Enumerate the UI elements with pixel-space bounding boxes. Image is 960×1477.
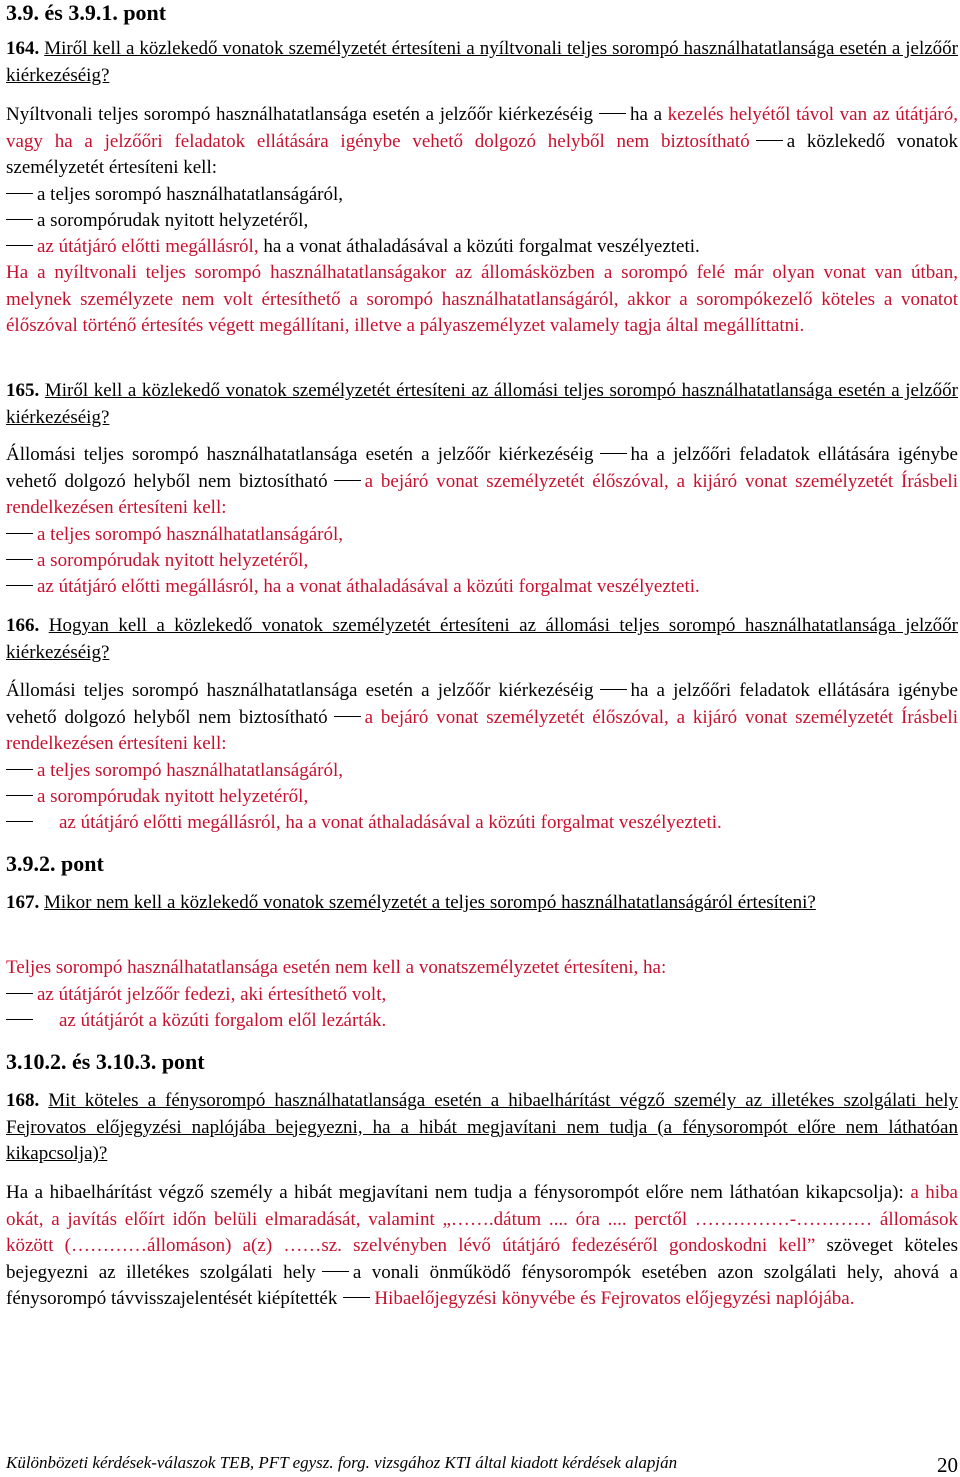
question-text: Miről kell a közlekedő vonatok személyzetét értesíteni az állomási teljes sorompó használhatatlansága esetén a jelzőőr kiérkezéséig? <box>6 380 958 428</box>
list-item <box>6 548 958 575</box>
heading-3-10-2: 3.10.2. és 3.10.3. pont <box>6 1049 205 1074</box>
answer-text: szöveget köteles bejegyezni az illetékes szolgálati hely <box>6 1235 959 1283</box>
question-168 <box>6 1088 958 1168</box>
heading-3-9-2: 3.9.2. pont <box>6 851 104 876</box>
question-167 <box>6 890 958 917</box>
em-dash <box>6 769 33 770</box>
em-dash <box>756 140 783 141</box>
answer-text: Állomási teljes sorompó használhatatlansága esetén a jelzőőr kiérkezéséig <box>6 444 594 465</box>
list-item <box>6 182 958 209</box>
list-item-text: az útátjárót a közúti forgalom elől lezárták. <box>59 1010 387 1031</box>
answer-text: ha a <box>630 104 663 125</box>
answer-text-red: a bejáró vonat személyzetét élőszóval, a kijáró vonat személyzetét Írásbeli rendelkezésen értesíteni kell: <box>6 470 958 519</box>
answer-text: a vonali önműködő fénysorompók esetében azon szolgálati hely, ahová a fénysorompó távvisszajelentését kiépítették <box>6 1261 958 1310</box>
answer-167-body: Teljes sorompó használhatatlansága esetén nem kell a vonatszemélyzetet értesíteni, ha: <box>6 957 667 978</box>
list-item <box>6 810 958 837</box>
answer-text: Állomási teljes sorompó használhatatlansága esetén a jelzőőr kiérkezéséig <box>6 680 594 701</box>
question-number: 164. <box>6 38 40 59</box>
em-dash <box>6 219 33 220</box>
page-footer <box>6 1452 958 1477</box>
em-dash <box>6 993 33 994</box>
question-text: Mit köteles a fénysorompó használhatatlansága esetén a hibaelhárítást végző személy az illetékes szolgálati hely Fejrovatos előjegyzési naplójába bejegyezni, ha a hibát megjavítani nem tudja (a fénysorompót előre nem láthatóan kikapcsolja)? <box>6 1090 958 1165</box>
answer-text-red: Hibaelőjegyzési könyvébe és Fejrovatos előjegyzési naplójába. <box>374 1288 855 1310</box>
em-dash <box>6 795 33 796</box>
em-dash <box>6 193 33 194</box>
list-item-text: a sorompórudak nyitott helyzetéről, <box>37 550 309 571</box>
em-dash <box>600 453 627 454</box>
answer-168-body <box>6 1180 958 1313</box>
answer-text-red: kezelés helyétől távol van az útátjáró, vagy ha a jelzőőri feladatok ellátására igénybe vehető dolgozó helyből nem biztosítható <box>6 104 958 152</box>
question-number: 166. <box>6 615 40 636</box>
question-text: Hogyan kell a közlekedő vonatok személyzetét értesíteni az állomási teljes sorompó használhatatlansága jelzőőr kiérkezéséig? <box>6 615 959 663</box>
question-165 <box>6 378 958 431</box>
em-dash <box>6 1019 33 1020</box>
em-dash <box>322 1271 349 1272</box>
list-item-text: a sorompórudak nyitott helyzetéről, <box>37 210 309 231</box>
footer-text: Különbözeti kérdések-válaszok TEB, PFT egysz. forg. vizsgához KTI által kiadott kérdések alapján <box>6 1453 678 1472</box>
em-dash <box>6 585 33 586</box>
page-number: 20 <box>937 1453 958 1477</box>
em-dash <box>600 689 627 690</box>
em-dash <box>334 480 361 481</box>
question-text: Mikor nem kell a közlekedő vonatok személyzetét a teljes sorompó használhatatlanságáról értesíteni? <box>44 892 816 913</box>
em-dash <box>334 716 361 717</box>
list-item-text: az útátjárót jelzőőr fedezi, aki értesíthető volt, <box>37 984 387 1005</box>
list-item-text: a teljes sorompó használhatatlanságáról, <box>37 760 344 781</box>
list-item <box>6 784 958 811</box>
list-item <box>6 208 958 235</box>
list-item-text: az útátjáró előtti megállásról, ha a vonat áthaladásával a közúti forgalmat veszélyezteti. <box>59 812 722 833</box>
list-item-text-red: az útátjáró előtti megállásról, <box>37 236 259 257</box>
list-item-text: a teljes sorompó használhatatlanságáról, <box>37 524 344 545</box>
list-item-text: ha a vonat áthaladásával a közúti forgalmat veszélyezteti. <box>263 236 700 257</box>
em-dash <box>343 1297 370 1298</box>
question-166 <box>6 613 958 666</box>
answer-text: Ha a hibaelhárítást végző személy a hibát megjavítani nem tudja a fénysorompót előre nem láthatóan kikapcsolja): <box>6 1182 904 1203</box>
em-dash <box>599 113 626 114</box>
list-item <box>6 982 958 1009</box>
em-dash <box>6 821 33 822</box>
answer-text: ha a jelzőőri feladatok ellátására igénybe vehető dolgozó helyből nem biztosítható <box>6 444 958 492</box>
em-dash <box>6 533 33 534</box>
answer-text: ha a jelzőőri feladatok ellátására igénybe vehető dolgozó helyből nem biztosítható <box>6 680 958 728</box>
answer-text: a közlekedő vonatok személyzetét értesíteni kell: <box>6 130 958 179</box>
em-dash <box>6 559 33 560</box>
question-number: 168. <box>6 1090 40 1111</box>
list-item-text: a sorompórudak nyitott helyzetéről, <box>37 786 309 807</box>
list-item <box>6 1008 958 1035</box>
question-number: 165. <box>6 380 40 401</box>
answer-164-body <box>6 102 958 182</box>
answer-166-body <box>6 678 958 758</box>
answer-text-red: a bejáró vonat személyzetét élőszóval, a kijáró vonat személyzetét Írásbeli rendelkezésen értesíteni kell: <box>6 706 958 755</box>
list-item-text: az útátjáró előtti megállásról, ha a vonat áthaladásával a közúti forgalmat veszélyezteti. <box>37 576 700 597</box>
em-dash <box>6 245 33 246</box>
answer-164-extra: Ha a nyíltvonali teljes sorompó használhatatlanságakor az állomásközben a sorompó felé már olyan vonat van útban, melynek személyzete nem volt értesíthető a sorompó használhatatlanságáról, akkor a sorompókezelő köteles a vonatot élőszóval történő értesítés végett megállítani, illetve a pályaszemélyzet valamely tagja által megállíttatni. <box>6 262 958 337</box>
list-item <box>6 574 958 601</box>
list-item <box>6 758 958 785</box>
list-item <box>6 234 958 261</box>
list-item-text: a teljes sorompó használhatatlanságáról, <box>37 184 344 205</box>
heading-3-9: 3.9. és 3.9.1. pont <box>6 0 167 25</box>
list-item <box>6 522 958 549</box>
question-number: 167. <box>6 892 40 913</box>
question-164 <box>6 36 958 89</box>
answer-text: Nyíltvonali teljes sorompó használhatatlansága esetén a jelzőőr kiérkezéséig <box>6 104 594 125</box>
question-text: Miről kell a közlekedő vonatok személyzetét értesíteni a nyíltvonali teljes sorompó használhatatlansága esetén a jelzőőr kiérkezéséig? <box>6 38 959 86</box>
answer-text-red: a hiba okát, a javítás előírt időn belüli elmaradását, valamint „…….dátum .... óra .... perctől ……………-………… állomások között (…………állomáson) a(z) ……sz. szelvényben lévő útátjáró fedezéséről gondoskodni kell” <box>6 1182 958 1257</box>
answer-165-body <box>6 442 958 522</box>
